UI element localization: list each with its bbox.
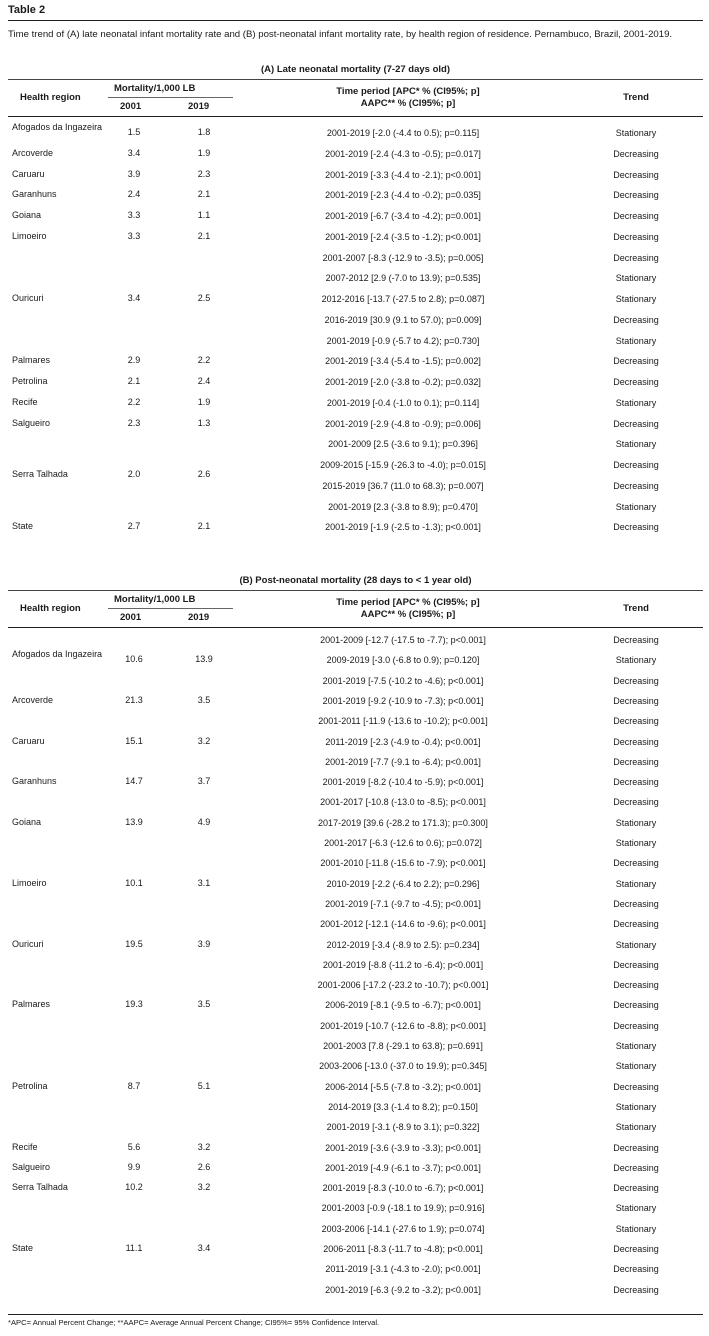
- region-name: State: [12, 521, 34, 532]
- time-period: 2006-2019 [-8.1 (-9.5 to -6.7); p<0.001]: [325, 1000, 481, 1011]
- header-trend: Trend: [623, 603, 649, 614]
- value-2001: 9.9: [127, 1161, 141, 1172]
- time-period: 2001-2019 [-2.4 (-4.3 to -0.5); p=0.017]: [325, 148, 481, 159]
- value-2001: 10.2: [125, 1182, 143, 1193]
- table-label: Table 2: [8, 4, 46, 16]
- value-2019: 3.2: [197, 735, 211, 746]
- value-2001: 5.6: [127, 1141, 141, 1152]
- region-name: Salgueiro: [12, 417, 51, 428]
- value-2019: 4.9: [197, 816, 211, 827]
- trend-value: Stationary: [615, 1061, 657, 1072]
- time-period: 2017-2019 [39.6 (-28.2 to 171.3); p=0.300]: [318, 817, 488, 828]
- time-period: 2007-2012 [2.9 (-7.0 to 13.9); p=0.535]: [325, 273, 481, 284]
- region-name: Garanhuns: [12, 776, 57, 787]
- trend-value: Decreasing: [613, 190, 659, 201]
- time-period: 2001-2019 [-4.9 (-6.1 to -3.7); p<0.001]: [325, 1162, 481, 1173]
- trend-value: Stationary: [615, 1041, 657, 1051]
- trend-value: Decreasing: [613, 231, 659, 242]
- trend-value: Decreasing: [613, 377, 659, 387]
- time-period: 2011-2019 [-2.3 (-4.9 to -0.4); p<0.001]: [325, 736, 481, 747]
- value-2001: 3.9: [127, 168, 141, 179]
- trend-value: Stationary: [615, 1122, 657, 1133]
- panel-title: (B) Post-neonatal mortality (28 days to < 1 year old): [239, 575, 472, 586]
- time-period: 2001-2019 [-8.3 (-10.0 to -6.7); p<0.001]: [322, 1183, 484, 1194]
- value-2001: 10.6: [125, 654, 143, 665]
- value-2001: 3.4: [127, 293, 141, 303]
- trend-value: Decreasing: [613, 148, 659, 159]
- value-2019: 2.1: [197, 230, 211, 241]
- time-period: 2003-2006 [-14.1 (-27.6 to 1.9); p=0.074]: [321, 1223, 485, 1234]
- value-2019: 3.7: [197, 776, 211, 787]
- time-period: 2010-2019 [-2.2 (-6.4 to 2.2); p=0.296]: [326, 878, 480, 889]
- value-2001: 2.9: [127, 355, 141, 366]
- value-2001: 15.1: [125, 735, 143, 746]
- region-name: Goiana: [12, 210, 42, 220]
- value-2001: 3.3: [127, 210, 141, 220]
- region-name: Petrolina: [12, 1080, 48, 1091]
- trend-value: Decreasing: [613, 169, 659, 180]
- value-2019: 3.5: [197, 694, 211, 705]
- trend-value: Stationary: [615, 273, 657, 284]
- time-period: 2003-2006 [-13.0 (-37.0 to 19.9); p=0.345]: [319, 1061, 487, 1072]
- time-period: 2001-2019 [-0.9 (-5.7 to 4.2); p=0.730]: [326, 335, 480, 346]
- time-period: 2001-2019 [-2.0 (-4.4 to 0.5); p=0.115]: [326, 128, 480, 138]
- trend-value: Decreasing: [613, 1244, 659, 1254]
- region-name: Palmares: [12, 355, 51, 366]
- value-2019: 3.1: [197, 877, 211, 888]
- value-2019: 1.8: [197, 127, 211, 137]
- time-period: 2001-2003 [7.8 (-29.1 to 63.8); p=0.691]: [323, 1041, 483, 1051]
- header-region: Health region: [20, 603, 81, 614]
- trend-value: Stationary: [615, 1223, 657, 1234]
- trend-value: Decreasing: [613, 858, 659, 869]
- time-period: 2001-2019 [-3.1 (-8.9 to 3.1); p=0.322]: [326, 1122, 480, 1133]
- time-period: 2001-2007 [-8.3 (-12.9 to -3.5); p=0.005]: [322, 252, 484, 263]
- header-2001: 2001: [120, 612, 142, 623]
- time-period: 2011-2019 [-3.1 (-4.3 to -2.0); p<0.001]: [325, 1264, 481, 1275]
- trend-value: Stationary: [615, 817, 657, 828]
- region-name: Arcoverde: [12, 694, 54, 705]
- value-2019: 2.1: [197, 521, 211, 532]
- region-name: Caruaru: [12, 168, 45, 179]
- value-2001: 2.3: [127, 417, 141, 428]
- trend-value: Decreasing: [613, 797, 659, 808]
- trend-value: Stationary: [615, 128, 657, 138]
- region-name: Limoeiro: [12, 230, 47, 241]
- value-2019: 2.4: [197, 376, 211, 386]
- value-2019: 5.1: [197, 1080, 211, 1091]
- value-2001: 13.9: [125, 816, 143, 827]
- time-period: 2012-2016 [-13.7 (-27.5 to 2.8); p=0.087]: [321, 294, 485, 304]
- header-mortality-rule: [108, 97, 233, 98]
- value-2001: 2.7: [127, 521, 141, 532]
- header-row: [8, 590, 703, 628]
- time-period: 2001-2017 [-10.8 (-13.0 to -8.5); p<0.001]: [320, 797, 486, 808]
- header-2019: 2019: [188, 612, 210, 623]
- value-2001: 1.5: [127, 127, 141, 137]
- trend-value: Decreasing: [613, 756, 659, 767]
- header-row: [8, 79, 703, 117]
- value-2019: 3.2: [197, 1182, 211, 1193]
- time-period: 2001-2019 [-10.7 (-12.6 to -8.8); p<0.001]: [320, 1020, 486, 1031]
- header-mortality: Mortality/1,000 LB: [114, 83, 196, 94]
- top-rule: [8, 20, 703, 21]
- value-2001: 19.5: [125, 938, 143, 949]
- value-2019: 2.6: [197, 1161, 211, 1172]
- trend-value: Stationary: [615, 1203, 657, 1214]
- time-period: 2001-2017 [-6.3 (-12.6 to 0.6); p=0.072]: [324, 838, 482, 848]
- value-2019: 1.1: [197, 210, 211, 220]
- trend-value: Stationary: [615, 294, 657, 304]
- time-period: 2006-2014 [-5.5 (-7.8 to -3.2); p<0.001]: [325, 1081, 481, 1092]
- trend-value: Decreasing: [613, 1142, 659, 1153]
- region-name: Serra Talhada: [12, 469, 68, 480]
- time-period: 2001-2019 [-2.4 (-3.5 to -1.2); p<0.001]: [325, 231, 481, 242]
- value-2019: 3.2: [197, 1141, 211, 1152]
- trend-value: Decreasing: [613, 480, 659, 491]
- trend-value: Decreasing: [613, 211, 659, 221]
- value-2019: 2.6: [197, 469, 211, 480]
- time-period: 2001-2019 [-9.2 (-10.9 to -7.3); p<0.001]: [322, 695, 484, 706]
- trend-value: Decreasing: [613, 252, 659, 263]
- trend-value: Decreasing: [613, 1284, 659, 1295]
- time-period: 2001-2003 [-0.9 (-18.1 to 19.9); p=0.916]: [321, 1203, 485, 1214]
- header-period-1: Time period [APC* % (CI95%; p]: [336, 597, 480, 608]
- header-period-2: AAPC** % (CI95%; p]: [360, 609, 456, 620]
- trend-value: Decreasing: [613, 1183, 659, 1194]
- trend-value: Decreasing: [613, 695, 659, 706]
- trend-value: Decreasing: [613, 898, 659, 909]
- value-2019: 3.9: [197, 938, 211, 949]
- value-2019: 1.9: [197, 396, 211, 407]
- bottom-rule: [8, 1314, 703, 1315]
- trend-value: Stationary: [615, 878, 657, 889]
- trend-value: Stationary: [615, 501, 657, 512]
- trend-value: Decreasing: [613, 959, 659, 970]
- trend-value: Stationary: [615, 439, 657, 450]
- time-period: 2006-2011 [-8.3 (-11.7 to -4.8); p<0.001]: [323, 1244, 483, 1254]
- region-name: Limoeiro: [12, 877, 47, 888]
- time-period: 2001-2019 [-2.0 (-3.8 to -0.2); p=0.032]: [325, 377, 481, 387]
- trend-value: Stationary: [615, 335, 657, 346]
- trend-value: Decreasing: [613, 314, 659, 325]
- time-period: 2001-2019 [-2.9 (-4.8 to -0.9); p=0.006]: [325, 418, 481, 429]
- value-2001: 3.4: [127, 147, 141, 158]
- region-name: Recife: [12, 1141, 38, 1152]
- time-period: 2016-2019 [30.9 (9.1 to 57.0); p=0.009]: [324, 314, 482, 325]
- time-period: 2001-2019 [-3.3 (-4.4 to -2.1); p<0.001]: [325, 169, 481, 180]
- value-2001: 2.4: [127, 189, 141, 200]
- value-2001: 2.0: [127, 469, 141, 480]
- trend-value: Decreasing: [613, 1081, 659, 1092]
- time-period: 2014-2019 [3.3 (-1.4 to 8.2); p=0.150]: [328, 1101, 478, 1112]
- trend-value: Decreasing: [613, 356, 659, 367]
- time-period: 2001-2019 [-3.4 (-5.4 to -1.5); p=0.002]: [325, 356, 481, 367]
- trend-value: Decreasing: [613, 716, 659, 727]
- value-2019: 2.3: [197, 168, 211, 179]
- time-period: 2009-2015 [-15.9 (-26.3 to -4.0); p=0.015]: [320, 460, 486, 470]
- time-period: 2001-2010 [-11.8 (-15.6 to -7.9); p<0.001]: [320, 858, 486, 869]
- header-trend: Trend: [623, 92, 649, 103]
- value-2019: 1.3: [197, 417, 211, 428]
- time-period: 2001-2019 [-7.1 (-9.7 to -4.5); p<0.001]: [325, 898, 481, 909]
- region-name: Petrolina: [12, 376, 48, 386]
- trend-value: Decreasing: [613, 1264, 659, 1275]
- time-period: 2001-2019 [-7.7 (-9.1 to -6.4); p<0.001]: [325, 756, 481, 767]
- value-2001: 19.3: [125, 999, 143, 1010]
- time-period: 2001-2012 [-12.1 (-14.6 to -9.6); p<0.001]: [320, 919, 486, 930]
- time-period: 2001-2019 [-8.8 (-11.2 to -6.4); p<0.001]: [322, 959, 484, 970]
- value-2001: 14.7: [125, 776, 143, 787]
- value-2001: 2.2: [127, 396, 141, 407]
- header-period-2: AAPC** % (CI95%; p]: [360, 98, 456, 109]
- time-period: 2001-2019 [-2.3 (-4.4 to -0.2); p=0.035]: [325, 190, 481, 201]
- trend-value: Stationary: [615, 939, 657, 950]
- value-2019: 2.2: [197, 355, 211, 366]
- region-name: Ouricuri: [12, 293, 44, 303]
- trend-value: Decreasing: [613, 980, 659, 991]
- trend-value: Decreasing: [613, 522, 659, 533]
- trend-value: Decreasing: [613, 460, 659, 470]
- time-period: 2015-2019 [36.7 (11.0 to 68.3); p=0.007]: [322, 480, 484, 491]
- time-period: 2001-2019 [-1.9 (-2.5 to -1.3); p<0.001]: [325, 522, 481, 533]
- region-name: State: [12, 1243, 34, 1253]
- region-name: Salgueiro: [12, 1161, 51, 1172]
- region-name: Caruaru: [12, 735, 45, 746]
- trend-value: Decreasing: [613, 635, 659, 645]
- trend-value: Decreasing: [613, 777, 659, 788]
- time-period: 2001-2019 [2.3 (-3.8 to 8.9); p=0.470]: [328, 501, 478, 512]
- region-name: Afogados da Ingazeira: [12, 649, 103, 660]
- region-name: Afogados da Ingazeira: [12, 122, 103, 132]
- time-period: 2001-2019 [-0.4 (-1.0 to 0.1); p=0.114]: [326, 397, 480, 408]
- trend-value: Decreasing: [613, 675, 659, 686]
- region-name: Ouricuri: [12, 938, 44, 949]
- value-2001: 21.3: [125, 694, 143, 705]
- time-period: 2001-2019 [-8.2 (-10.4 to -5.9); p<0.001]: [322, 777, 484, 788]
- value-2019: 3.4: [197, 1243, 211, 1253]
- header-2001: 2001: [120, 101, 142, 112]
- header-mortality: Mortality/1,000 LB: [114, 594, 196, 605]
- region-name: Recife: [12, 396, 38, 407]
- value-2001: 2.1: [127, 376, 141, 386]
- trend-value: Stationary: [615, 838, 657, 848]
- time-period: 2012-2019 [-3.4 (-8.9 to 2.5): p=0.234]: [326, 939, 480, 950]
- time-period: 2001-2009 [2.5 (-3.6 to 9.1); p=0.396]: [328, 439, 478, 450]
- trend-value: Decreasing: [613, 1162, 659, 1173]
- trend-value: Stationary: [615, 397, 657, 408]
- trend-value: Decreasing: [613, 736, 659, 747]
- trend-value: Stationary: [615, 1101, 657, 1112]
- trend-value: Decreasing: [613, 1000, 659, 1011]
- trend-value: Decreasing: [613, 1020, 659, 1031]
- region-name: Serra Talhada: [12, 1182, 68, 1193]
- header-period-1: Time period [APC* % (CI95%; p]: [336, 86, 480, 97]
- value-2001: 11.1: [125, 1243, 143, 1253]
- table-caption: Time trend of (A) late neonatal infant mortality rate and (B) post-neonatal infant mortality rate, by health region of residence. Pernambuco, Brazil, 2001-2019.: [8, 29, 673, 40]
- value-2019: 13.9: [195, 654, 213, 665]
- value-2019: 2.1: [197, 189, 211, 200]
- value-2019: 3.5: [197, 999, 211, 1010]
- header-mortality-rule: [108, 608, 233, 609]
- header-region: Health region: [20, 92, 81, 103]
- region-name: Goiana: [12, 816, 42, 827]
- time-period: 2001-2011 [-11.9 (-13.6 to -10.2); p<0.001]: [318, 716, 488, 727]
- region-name: Palmares: [12, 999, 51, 1010]
- time-period: 2009-2019 [-3.0 (-6.8 to 0.9); p=0.120]: [326, 655, 480, 666]
- time-period: 2001-2019 [-6.3 (-9.2 to -3.2); p<0.001]: [325, 1284, 481, 1295]
- region-name: Arcoverde: [12, 147, 54, 158]
- time-period: 2001-2006 [-17.2 (-23.2 to -10.7); p<0.001]: [317, 980, 489, 991]
- footnote: *APC= Annual Percent Change; **AAPC= Average Annual Percent Change; CI95%= 95% Confidence Interval.: [8, 1318, 380, 1327]
- trend-value: Decreasing: [613, 919, 659, 930]
- time-period: 2001-2019 [-3.6 (-3.9 to -3.3); p<0.001]: [325, 1142, 481, 1153]
- time-period: 2001-2019 [-7.5 (-10.2 to -4.6); p<0.001]: [322, 675, 484, 686]
- value-2001: 3.3: [127, 230, 141, 241]
- header-2019: 2019: [188, 101, 210, 112]
- region-name: Garanhuns: [12, 189, 57, 200]
- time-period: 2001-2009 [-12.7 (-17.5 to -7.7); p<0.001]: [320, 635, 486, 645]
- value-2019: 2.5: [197, 293, 211, 303]
- trend-value: Stationary: [615, 655, 657, 666]
- value-2001: 8.7: [127, 1080, 141, 1091]
- value-2001: 10.1: [125, 877, 143, 888]
- trend-value: Decreasing: [613, 418, 659, 429]
- panel-title: (A) Late neonatal mortality (7-27 days old): [261, 64, 450, 75]
- time-period: 2001-2019 [-6.7 (-3.4 to -4.2); p=0.001]: [325, 211, 481, 221]
- value-2019: 1.9: [197, 147, 211, 158]
